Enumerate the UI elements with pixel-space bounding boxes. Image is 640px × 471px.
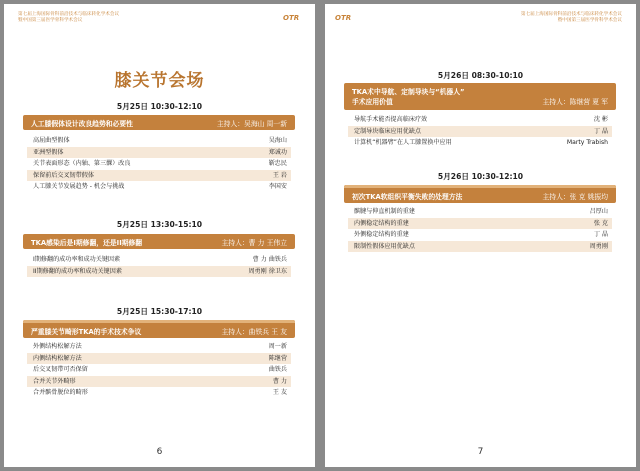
item-speaker: 曲铁兵: [268, 366, 287, 373]
item-speaker: 李国安: [268, 183, 287, 190]
session-time: 5月26日 08:30-10:10: [437, 71, 524, 80]
conference-name-line1: 第七届上海国际骨科前沿技术与临床转化学术会议: [18, 12, 120, 17]
item-title: 后交叉韧带可否保留: [33, 366, 88, 373]
session-topic-bar: [344, 83, 616, 110]
session-topic-line1: TKA术中导航、定制导块与“机器人”: [352, 88, 465, 96]
list-item: [27, 135, 291, 147]
list-item: [348, 206, 612, 218]
item-title: II期修翻的成功率和成功关键因素: [33, 267, 122, 275]
session-topic: 人工膝假体设计改良趋势和必要性: [31, 119, 133, 128]
item-speaker: 周一新: [268, 343, 287, 350]
page-title: 膝关节会场: [114, 71, 205, 91]
session-topic: 严重膝关节畸形TKA的手术技术争议: [31, 327, 142, 336]
page-number: 7: [477, 447, 484, 457]
item-title: 合并髌骨脱位的畸形: [33, 389, 88, 396]
item-title: 内侧结构松解方法: [33, 354, 82, 362]
list-item: [27, 341, 291, 353]
item-title: 人工膝关节发展趋势 - 机会与挑战: [33, 183, 125, 190]
session-topic-bar: [344, 185, 616, 203]
list-item: [27, 353, 291, 365]
session-host: 主持人：吴海山 周一新: [216, 119, 287, 128]
list-item: [348, 137, 612, 149]
session-topic-line2: 手术应用价值: [352, 98, 393, 106]
item-speaker: 丁 晶: [593, 231, 608, 238]
session-host: 主持人：曹 力 王伟立: [221, 238, 287, 247]
list-item: [348, 126, 612, 138]
item-speaker: 张 克: [593, 219, 608, 227]
item-title: 定制导块临床应用优缺点: [354, 127, 422, 135]
item-title: 外侧稳定结构的重建: [354, 231, 409, 238]
item-speaker: 王 友: [272, 389, 287, 396]
list-item: [27, 254, 291, 266]
list-item: [27, 147, 291, 159]
conference-header: [521, 12, 622, 24]
item-title: 保留前后交叉韧带假体: [33, 171, 94, 179]
item-title: 高屈曲型假体: [33, 137, 70, 144]
item-speaker: 周勇刚: [589, 242, 608, 250]
list-item: [27, 266, 291, 278]
page-7: [325, 4, 636, 467]
session-host: 主持人：张 克 姚振均: [542, 192, 608, 201]
page-6: [4, 4, 315, 467]
list-item: [27, 158, 291, 170]
item-title: I期修翻的成功率和成功关键因素: [33, 256, 121, 263]
item-speaker: 陈继营: [268, 354, 287, 362]
conference-name-line2: 暨中国第三届医学骨科学术会议: [18, 18, 83, 23]
list-item: [348, 218, 612, 230]
list-item: [27, 181, 291, 193]
session-time: 5月26日 10:30-12:10: [437, 172, 524, 181]
item-title: 内侧稳定结构的重建: [354, 219, 409, 227]
item-title: 关节表面形态（内轴、第三髁）改良: [33, 160, 131, 167]
item-speaker: Marty Trabish: [566, 139, 608, 146]
session-items: [27, 341, 291, 399]
list-item: [348, 229, 612, 241]
list-item: [348, 241, 612, 253]
session-time: 5月25日 10:30-12:10: [116, 102, 203, 111]
list-item: [27, 364, 291, 376]
conference-name-line1: 第七届上海国际骨科前沿技术与临床转化学术会议: [520, 12, 622, 17]
list-item: [27, 387, 291, 399]
list-item: [27, 376, 291, 388]
item-title: 亚洲型假体: [33, 148, 64, 156]
session-items: [348, 206, 612, 252]
session-topic: 初次TKA软组织平衡失败的处理方法: [352, 192, 463, 201]
session-topic: TKA感染后是I期修翻，还是II期修翻: [31, 238, 143, 247]
item-speaker: 王 岩: [272, 171, 287, 179]
session-host: 主持人：曲铁兵 王 友: [221, 327, 287, 336]
item-title: 髌腱与伸直机制的重建: [354, 208, 415, 215]
session-topic: [352, 87, 464, 107]
session-items: [348, 114, 612, 149]
session-topic-bar: [23, 115, 295, 130]
item-speaker: 丁 晶: [593, 127, 608, 135]
item-speaker: 周勇刚 徐卫东: [248, 267, 287, 275]
item-title: 外侧结构松解方法: [33, 343, 82, 350]
session-time: 5月25日 15:30-17:10: [116, 307, 203, 316]
list-item: [27, 170, 291, 182]
item-title: 合并关节外畸形: [33, 377, 76, 385]
session-items: [27, 254, 291, 277]
list-item: [348, 114, 612, 126]
item-title: 计算机“机器臂”在人工膝置换中应用: [354, 139, 452, 146]
item-speaker: 靳忠民: [268, 160, 287, 167]
conference-header: [18, 12, 119, 24]
session-host: 主持人：陈继营 夏 军: [542, 98, 608, 106]
conference-logo: OTR: [335, 14, 352, 22]
session-topic-bar: [23, 234, 295, 249]
session-time: 5月25日 13:30-15:10: [116, 220, 203, 229]
item-speaker: 郑诚功: [268, 148, 287, 156]
item-speaker: 吕厚山: [589, 208, 608, 215]
session-topic-bar: [23, 320, 295, 338]
item-speaker: 吴海山: [268, 137, 287, 144]
conference-name-line2: 暨中国第三届医学骨科学术会议: [557, 18, 622, 23]
conference-logo: OTR: [283, 14, 300, 22]
item-speaker: 曹 力: [272, 377, 287, 385]
page-number: 6: [156, 447, 163, 457]
session-items: [27, 135, 291, 193]
item-title: 限制性假体应用优缺点: [354, 242, 415, 250]
item-speaker: 曹 力 曲铁兵: [252, 256, 287, 263]
item-title: 导航手术能否提高临床疗效: [354, 116, 428, 123]
item-speaker: 沈 彬: [593, 116, 608, 123]
